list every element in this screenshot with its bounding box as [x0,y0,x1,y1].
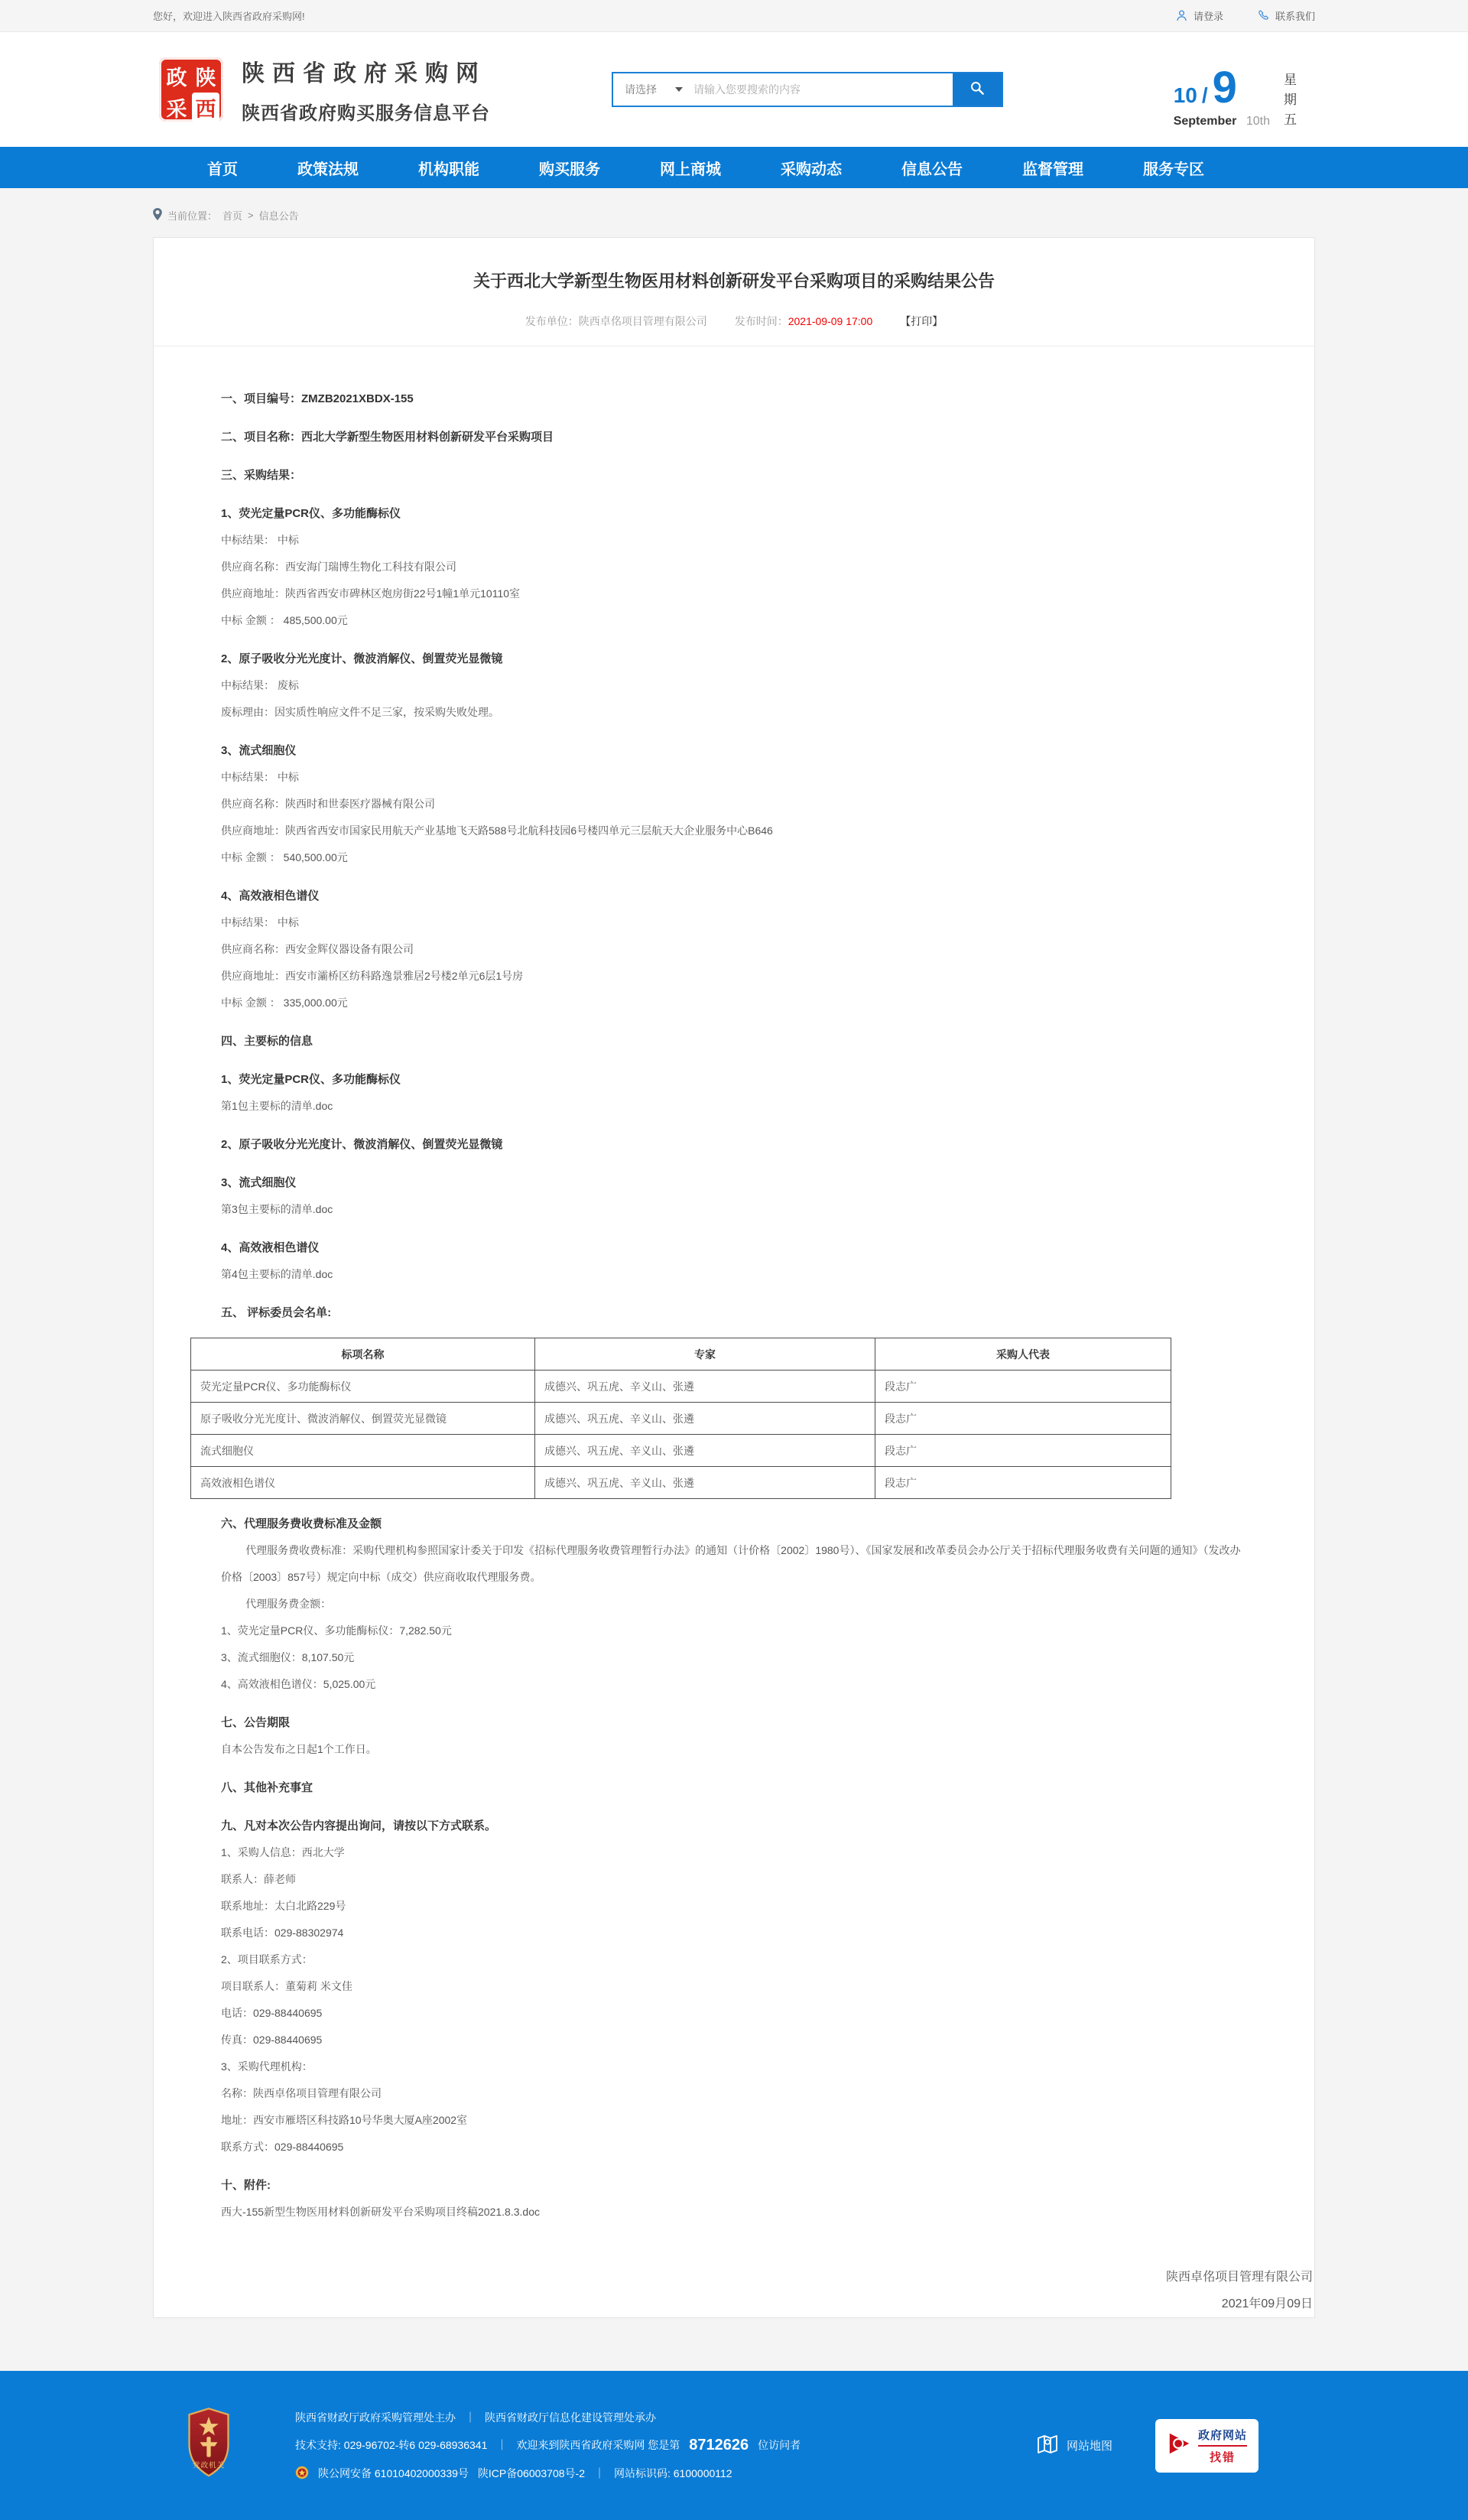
table-cell: 段志广 [875,1403,1171,1435]
table-cell: 高效液相色谱仪 [191,1467,535,1499]
login-link[interactable] [1175,8,1223,23]
police-badge-icon [295,2466,309,2482]
article-line: 联系人：薛老师 [221,1873,296,1885]
attachment-link[interactable]: 第1包主要标的清单.doc [221,1100,333,1112]
nav-item-1[interactable]: 首页 [207,161,238,178]
date-month-number: 10 [1173,83,1197,107]
logo-char: 政 [166,67,187,89]
nav-item-2[interactable]: 政策法规 [297,161,359,178]
date-day-ordinal: 10th [1246,115,1270,128]
nav-item-5[interactable]: 网上商城 [660,161,721,178]
item-heading: 2、原子吸收分光光度计、微波消解仪、倒置荧光显微镜 [221,1138,503,1151]
main-nav [153,147,1315,188]
footer-tech-support: 技术支持: 029-96702-转6 029-68936341 [295,2439,488,2451]
article-line: 名称：陕西卓佲项目管理有限公司 [221,2087,382,2099]
footer-welcome-prefix: 欢迎来到陕西省政府采购网 您是第 [516,2439,680,2451]
article-line: 代理服务费金额： [245,1598,332,1610]
user-icon [1175,9,1188,22]
item-heading: 1、荧光定量PCR仪、多功能酶标仪 [221,1073,401,1086]
article-line: 代理服务费收费标准：采购代理机构参照国家计委关于印发《招标代理服务收费管理暂行办法》的通知（计价格〔2002〕1980号）、《国家发展和改革委员会办公厅关于招标代理服务收费有关问题的通知》（发改办价格〔2003〕857号）规定向中标（成交）供应商收取代理服务费。 [221,1544,1241,1583]
footer-support-line [295,2437,801,2454]
badge-top-label: 政府网站 [1197,2428,1247,2442]
table-header-row [191,1338,1171,1371]
section-heading: 五、 评标委员会名单: [221,1306,332,1319]
signature-date: 2021年09月09日 [1221,2297,1313,2310]
article-line: 供应商名称：陕西时和世泰医疗器械有限公司 [221,798,435,810]
section-heading: 十、附件: [221,2179,271,2192]
table-cell: 成德兴、巩五虎、辛义山、张遴 [535,1371,875,1403]
article-line: 2、项目联系方式： [221,1953,313,1966]
gov-site-error-badge[interactable] [1155,2419,1259,2473]
section-heading: 六、代理服务费收费标准及金额 [221,1517,382,1530]
site-subtitle: 陕西省政府购买服务信息平台 [242,103,490,124]
top-utility-bar [0,0,1468,32]
phone-icon [1257,9,1270,22]
table-row [191,1435,1171,1467]
publish-time-value: 2021-09-09 17:00 [788,315,873,327]
section-heading: 四、主要标的信息 [221,1035,313,1048]
weekday-char: 星 [1284,73,1297,87]
article-line: 供应商地址：陕西省西安市碑林区炮房街22号1幢1单元10110室 [221,587,521,600]
article-line: 中标结果： 中标 [221,916,299,928]
article-line: 3、采购代理机构： [221,2060,313,2073]
chevron-down-icon [675,87,683,92]
publisher-name: 陕西卓佲项目管理有限公司 [578,315,707,327]
table-row [191,1467,1171,1499]
search-category-select[interactable] [613,82,693,97]
footer-beian-line [295,2466,801,2482]
table-row [191,1403,1171,1435]
nav-item-9[interactable]: 服务专区 [1143,161,1204,178]
date-widget [1173,63,1297,130]
article-line: 中标结果： 中标 [221,534,299,546]
search-bar [612,72,1003,107]
error-finder-icon [1167,2431,1193,2460]
sitemap-link[interactable] [1035,2432,1112,2460]
breadcrumb-label: 当前位置： [167,210,218,222]
icp-beian[interactable]: 陕ICP备06003708号-2 [477,2467,585,2479]
breadcrumb-home[interactable]: 首页 [222,210,243,222]
article-line: 联系地址：太白北路229号 [221,1900,346,1912]
article-line: 中标 金额 ： 485,500.00元 [221,614,348,626]
gongan-beian[interactable]: 陕公网安备 61010402000339号 [318,2467,469,2479]
article-line: 项目联系人：董菊莉 米文佳 [221,1980,352,1992]
table-header-cell: 采购人代表 [875,1338,1171,1371]
article-line: 中标结果： 中标 [221,771,299,783]
table-row [191,1371,1171,1403]
site-title: 陕西省政府采购网 [242,61,486,86]
login-label: 请登录 [1193,11,1223,22]
search-button[interactable] [953,73,1002,106]
article-line: 3、流式细胞仪：8,107.50元 [221,1651,355,1663]
date-month-name: September [1173,115,1237,128]
article-line: 1、荧光定量PCR仪、多功能酶标仪：7,282.50元 [221,1624,452,1637]
search-select-label: 请选择 [625,83,657,96]
nav-item-4[interactable]: 购买服务 [539,161,600,178]
contact-link[interactable] [1257,8,1315,23]
article-line: 电话：029-88440695 [221,2007,323,2019]
footer-separator: ｜ [496,2439,508,2451]
shield-label: 党政机关 [192,2461,226,2470]
print-button[interactable]: 【打印】 [900,315,943,327]
weekday-vertical [1284,67,1297,130]
table-cell: 荧光定量PCR仪、多功能酶标仪 [191,1371,535,1403]
article-line: 供应商名称：西安金辉仪器设备有限公司 [221,943,414,955]
publish-meta [154,314,1314,346]
publisher-label: 发布单位： [525,315,579,327]
article-body [154,346,1314,2247]
signature-company: 陕西卓佲项目管理有限公司 [1165,2271,1313,2284]
section-heading: 九、凡对本次公告内容提出询问，请按以下方式联系。 [221,1819,497,1832]
table-cell: 段志广 [875,1371,1171,1403]
sitemap-label: 网站地图 [1066,2440,1112,2453]
table-cell: 原子吸收分光光度计、微波消解仪、倒置荧光显微镜 [191,1403,535,1435]
badge-bottom-label: 找错 [1209,2450,1236,2464]
table-cell: 段志广 [875,1467,1171,1499]
date-day-number: 9 [1212,63,1237,112]
weekday-char: 期 [1284,93,1297,107]
site-footer [0,2371,1468,2520]
logo-char: 采 [166,98,187,121]
visitor-count: 8712626 [689,2436,749,2453]
table-header-cell: 专家 [535,1338,875,1371]
site-logo [159,57,223,122]
article-line: 联系方式：029-88440695 [221,2141,344,2153]
attachment-link[interactable]: 第4包主要标的清单.doc [221,1268,333,1280]
nav-item-6[interactable]: 采购动态 [781,161,842,178]
footer-undertaker: 陕西省财政厅信息化建设管理处承办 [485,2411,656,2424]
article-line: 供应商地址：陕西省西安市国家民用航天产业基地飞天路588号北航科技园6号楼四单元三层航天大企业服务中心B646 [221,824,773,837]
publish-time [735,314,873,329]
section-heading: 二、项目名称：西北大学新型生物医用材料创新研发平台采购项目 [221,431,554,444]
announcement-card [153,237,1315,2318]
article-line: 联系电话：029-88302974 [221,1927,344,1939]
table-cell: 成德兴、巩五虎、辛义山、张遴 [535,1403,875,1435]
article-line: 自本公告发布之日起1个工作日。 [221,1743,377,1755]
section-heading: 八、其他补充事宜 [221,1781,313,1794]
page-title: 关于西北大学新型生物医用材料创新研发平台采购项目的采购结果公告 [473,272,995,291]
site-header [0,32,1468,147]
section-heading: 一、项目编号：ZMZB2021XBDX-155 [221,392,414,405]
attachment-link[interactable]: 西大-155新型生物医用材料创新研发平台采购项目终稿2021.8.3.doc [221,2206,540,2218]
publish-time-label: 发布时间： [734,315,788,327]
party-government-shield-icon [187,2407,231,2484]
nav-item-7[interactable]: 信息公告 [901,161,963,178]
table-cell: 流式细胞仪 [191,1435,535,1467]
table-cell: 成德兴、巩五虎、辛义山、张遴 [535,1435,875,1467]
breadcrumb-current: 信息公告 [258,210,299,222]
article-line: 中标结果： 废标 [221,679,299,691]
evaluation-committee-table [190,1338,1171,1499]
item-heading: 3、流式细胞仪 [221,744,297,757]
publisher [525,314,707,329]
table-header-cell: 标项名称 [191,1338,535,1371]
article-line: 传真：029-88440695 [221,2034,323,2046]
contact-label: 联系我们 [1275,11,1315,22]
item-heading: 2、原子吸收分光光度计、微波消解仪、倒置荧光显微镜 [221,652,503,665]
item-heading: 4、高效液相色谱仪 [221,1241,320,1254]
location-pin-icon [153,208,162,223]
footer-welcome-suffix: 位访问者 [758,2439,801,2451]
logo-char: 西 [192,93,219,122]
logo-char: 陕 [195,67,216,89]
item-heading: 4、高效液相色谱仪 [221,889,320,902]
breadcrumb [0,188,1468,237]
date-slash: / [1201,83,1208,107]
item-heading: 1、荧光定量PCR仪、多功能酶标仪 [221,507,401,520]
map-icon [1035,2432,1060,2460]
search-icon [969,80,985,99]
article-line: 供应商地址：西安市灞桥区纺科路逸景雅居2号楼2单元6层1号房 [221,970,524,982]
article-line: 1、采购人信息：西北大学 [221,1846,345,1858]
article-line: 中标 金额 ： 540,500.00元 [221,851,348,863]
nav-item-8[interactable]: 监督管理 [1022,161,1083,178]
table-cell: 成德兴、巩五虎、辛义山、张遴 [535,1467,875,1499]
article-line: 地址：西安市雁塔区科技路10号华奥大厦A座2002室 [221,2114,468,2126]
breadcrumb-separator: > [248,210,254,221]
signature-block [154,2264,1314,2317]
nav-item-3[interactable]: 机构职能 [418,161,479,178]
welcome-text: 您好，欢迎进入陕西省政府采购网! [153,11,305,22]
article-line: 中标 金额 ： 335,000.00元 [221,997,348,1009]
main-nav-bar [0,147,1468,188]
section-heading: 七、公告期限 [221,1716,291,1729]
site-code: 网站标识码: 6100000112 [613,2467,732,2479]
item-heading: 3、流式细胞仪 [221,1176,297,1189]
table-cell: 段志广 [875,1435,1171,1467]
footer-separator: ｜ [593,2467,605,2479]
footer-separator: ｜ [465,2411,476,2424]
footer-org-line [295,2410,801,2425]
weekday-char: 五 [1284,112,1297,127]
search-input[interactable] [693,73,953,106]
attachment-link[interactable]: 第3包主要标的清单.doc [221,1203,333,1215]
article-line: 供应商名称：西安海门瑞博生物化工科技有限公司 [221,561,456,573]
badge-divider [1198,2445,1247,2447]
footer-host: 陕西省财政厅政府采购管理处主办 [295,2411,456,2424]
section-heading: 三、采购结果： [221,469,302,482]
article-line: 4、高效液相色谱仪：5,025.00元 [221,1678,376,1690]
article-line: 废标理由：因实质性响应文件不足三家，按采购失败处理。 [221,706,499,718]
